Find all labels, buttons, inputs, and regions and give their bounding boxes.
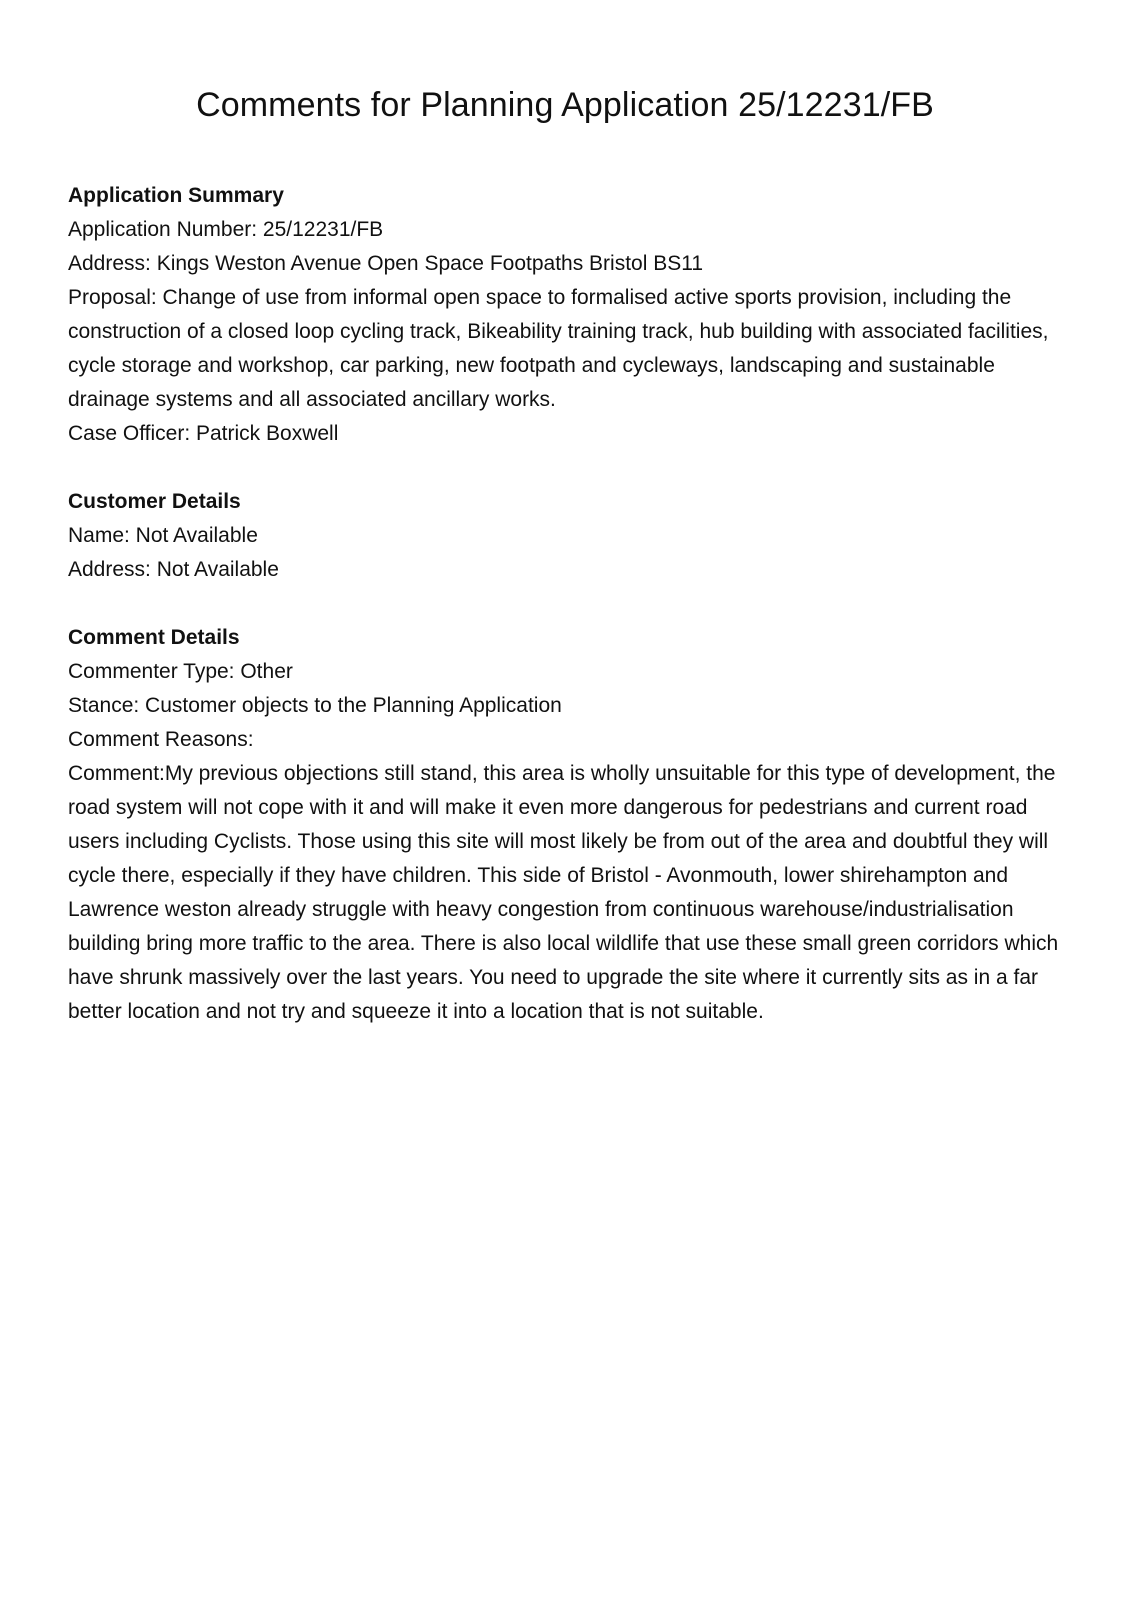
document-body bbox=[68, 179, 1068, 1063]
application-proposal: Proposal: Change of use from informal open space to formalised active sports provision, including the construction of a closed loop cycling track, Bikeability training track, hub building with associated facilities, cycle storage and workshop, car parking, new footpath and cycleways, landscaping and sustainable drainage systems and all associated ancillary works. bbox=[68, 286, 1049, 411]
comment-text: Comment:My previous objections still stand, this area is wholly unsuitable for this type of development, the road system will not cope with it and will make it even more dangerous for pedestrians and current road users including Cyclists. Those using this site will most likely be from out of the area and doubtful they will cycle there, especially if they have children. This side of Bristol - Avonmouth, lower shirehampton and Lawrence weston already struggle with heavy congestion from continuous warehouse/industrialisation building bring more traffic to the area. There is also local wildlife that use these small green corridors which have shrunk massively over the last years. You need to upgrade the site where it currently sits as in a far better location and not try and squeeze it into a location that is not suitable. bbox=[68, 762, 1059, 1023]
commenter-type: Commenter Type: Other bbox=[68, 660, 293, 683]
application-summary-section bbox=[68, 179, 1068, 451]
customer-name: Name: Not Available bbox=[68, 524, 258, 547]
comment-details-section bbox=[68, 621, 1068, 1029]
application-summary-heading: Application Summary bbox=[68, 184, 284, 207]
page-title: Comments for Planning Application 25/12231/FB bbox=[196, 86, 934, 124]
comment-stance: Stance: Customer objects to the Planning Application bbox=[68, 694, 562, 717]
comment-details-heading: Comment Details bbox=[68, 626, 240, 649]
customer-details-heading: Customer Details bbox=[68, 490, 241, 513]
customer-details-section bbox=[68, 485, 1068, 587]
comment-reasons: Comment Reasons: bbox=[68, 728, 254, 751]
application-number: Application Number: 25/12231/FB bbox=[68, 218, 384, 241]
application-address: Address: Kings Weston Avenue Open Space Footpaths Bristol BS11 bbox=[68, 252, 704, 275]
case-officer: Case Officer: Patrick Boxwell bbox=[68, 422, 339, 445]
customer-address: Address: Not Available bbox=[68, 558, 279, 581]
